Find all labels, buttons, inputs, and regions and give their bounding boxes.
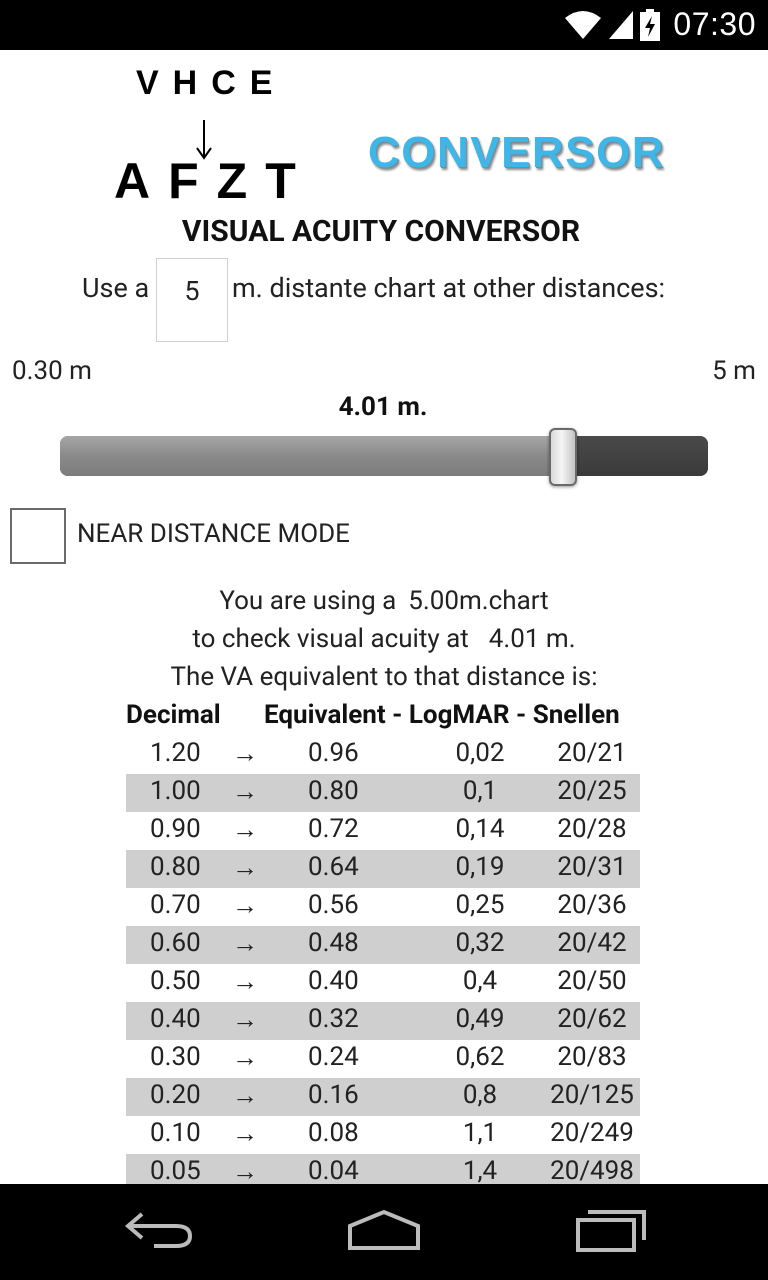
cell-snellen: 20/83	[557, 1042, 627, 1072]
app-logo	[100, 62, 314, 209]
cell-decimal: 0.90	[150, 814, 201, 844]
table-row	[126, 1002, 640, 1040]
cell-equivalent: 0.64	[308, 852, 359, 882]
info-line-2	[0, 624, 768, 654]
cell-equivalent: 0.04	[308, 1156, 359, 1184]
cell-decimal: 0.10	[150, 1118, 201, 1148]
cell-logmar: 0,14	[455, 814, 505, 844]
cell-equivalent: 0.48	[308, 928, 359, 958]
table-row	[126, 1078, 640, 1116]
cell-arrow: →	[232, 815, 258, 845]
cell-logmar: 0,1	[462, 776, 498, 806]
slider-max-label: 5 m	[712, 356, 756, 386]
status-bar	[0, 0, 768, 50]
back-icon[interactable]	[124, 1208, 196, 1252]
cell-arrow: →	[232, 1157, 258, 1184]
cell-decimal: 1.00	[150, 776, 201, 806]
table-row	[126, 1154, 640, 1184]
cell-arrow: →	[232, 891, 258, 921]
recents-icon[interactable]	[574, 1208, 648, 1254]
cell-snellen: 20/249	[550, 1118, 634, 1148]
cell-snellen: 20/42	[557, 928, 627, 958]
cell-decimal: 0.05	[150, 1156, 201, 1184]
logo-bottom-row: AFZT	[114, 153, 314, 209]
table-row	[126, 736, 640, 774]
header-decimal: Decimal	[126, 700, 221, 730]
cell-decimal: 1.20	[150, 738, 201, 768]
info-distance-value: 4.01 m.	[488, 624, 576, 654]
table-row	[126, 812, 640, 850]
home-icon[interactable]	[346, 1208, 422, 1254]
table-row	[126, 1116, 640, 1154]
battery-charging-icon	[640, 9, 660, 41]
cell-decimal: 0.70	[150, 890, 201, 920]
cell-snellen: 20/125	[550, 1080, 634, 1110]
page-title: VISUAL ACUITY CONVERSOR	[181, 214, 581, 249]
cell-logmar: 0,02	[455, 738, 505, 768]
status-time: 07:30	[673, 6, 756, 42]
cell-arrow: →	[232, 967, 258, 997]
near-distance-checkbox[interactable]	[10, 508, 66, 564]
cell-snellen: 20/31	[557, 852, 627, 882]
cell-arrow: →	[232, 853, 258, 883]
app-content	[0, 50, 768, 1184]
cell-arrow: →	[232, 777, 258, 807]
table-row	[126, 888, 640, 926]
cell-snellen: 20/36	[557, 890, 627, 920]
cell-logmar: 0,32	[455, 928, 505, 958]
cell-equivalent: 0.16	[308, 1080, 359, 1110]
acuity-table	[126, 736, 640, 1184]
cell-equivalent: 0.32	[308, 1004, 359, 1034]
cell-equivalent: 0.80	[308, 776, 359, 806]
info-line1-prefix: You are using a	[219, 586, 397, 616]
slider-current-value: 4.01 m.	[338, 392, 428, 422]
info-line-3: The VA equivalent to that distance is:	[170, 662, 598, 692]
slider-track	[562, 436, 708, 476]
navigation-bar	[0, 1184, 768, 1280]
cell-arrow: →	[232, 929, 258, 959]
cell-logmar: 0,25	[455, 890, 505, 920]
chart-distance-input[interactable]: 5	[156, 258, 228, 342]
cell-arrow: →	[232, 1119, 258, 1149]
distance-slider[interactable]	[60, 436, 708, 476]
brand-title: CONVERSOR	[368, 128, 666, 177]
table-row	[126, 926, 640, 964]
cell-snellen: 20/21	[557, 738, 627, 768]
cell-decimal: 0.30	[150, 1042, 201, 1072]
cell-equivalent: 0.96	[308, 738, 359, 768]
slider-thumb[interactable]	[549, 428, 577, 486]
table-row	[126, 1040, 640, 1078]
slider-min-label: 0.30 m	[12, 356, 92, 386]
cell-arrow: →	[232, 1005, 258, 1035]
table-row	[126, 964, 640, 1002]
cell-decimal: 0.80	[150, 852, 201, 882]
cell-arrow: →	[232, 1081, 258, 1111]
header-equivalent-logmar-snellen: Equivalent - LogMAR - Snellen	[264, 700, 620, 730]
info-line2-prefix: to check visual acuity at	[192, 624, 469, 654]
cell-logmar: 0,8	[462, 1080, 498, 1110]
logo-top-row: VHCE	[136, 64, 287, 102]
cell-decimal: 0.40	[150, 1004, 201, 1034]
cell-equivalent: 0.40	[308, 966, 359, 996]
cell-snellen: 20/50	[557, 966, 627, 996]
cell-snellen: 20/498	[550, 1156, 634, 1184]
slider-fill	[60, 436, 562, 476]
cell-equivalent: 0.24	[308, 1042, 359, 1072]
cell-decimal: 0.50	[150, 966, 201, 996]
cell-equivalent: 0.08	[308, 1118, 359, 1148]
cell-snellen: 20/62	[557, 1004, 627, 1034]
cell-logmar: 0,19	[455, 852, 505, 882]
cell-logmar: 0,4	[462, 966, 498, 996]
cell-snellen: 20/28	[557, 814, 627, 844]
info-chart-value: 5.00m.chart	[408, 586, 549, 616]
signal-icon	[608, 10, 634, 40]
status-icons	[564, 8, 660, 42]
cell-logmar: 0,62	[455, 1042, 505, 1072]
table-row	[126, 774, 640, 812]
wifi-icon	[564, 10, 602, 40]
table-row	[126, 850, 640, 888]
cell-arrow: →	[232, 1043, 258, 1073]
cell-equivalent: 0.56	[308, 890, 359, 920]
cell-decimal: 0.20	[150, 1080, 201, 1110]
chart-distance-suffix: m. distante chart at other distances:	[232, 272, 666, 304]
near-distance-mode[interactable]	[10, 508, 410, 564]
chart-distance-row	[0, 254, 768, 340]
near-distance-label: NEAR DISTANCE MODE	[77, 519, 350, 549]
cell-logmar: 1,4	[462, 1156, 498, 1184]
info-line-1	[0, 586, 768, 616]
cell-equivalent: 0.72	[308, 814, 359, 844]
cell-logmar: 0,49	[455, 1004, 505, 1034]
cell-decimal: 0.60	[150, 928, 201, 958]
cell-logmar: 1,1	[462, 1118, 498, 1148]
chart-distance-prefix: Use a	[82, 272, 150, 304]
cell-snellen: 20/25	[557, 776, 627, 806]
cell-arrow: →	[232, 739, 258, 769]
